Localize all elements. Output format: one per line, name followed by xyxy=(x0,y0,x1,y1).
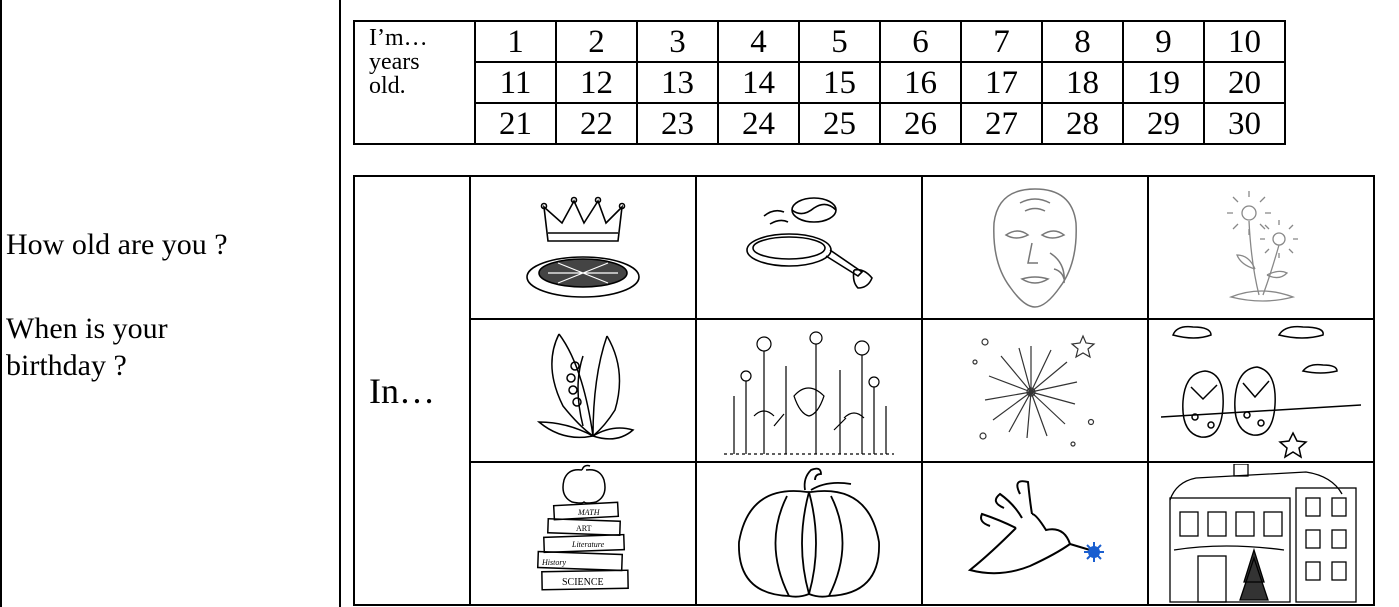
ages-label-line3: old. xyxy=(369,73,406,99)
age-cell: 21 xyxy=(475,103,556,144)
book-label-math: MATH xyxy=(578,507,600,517)
age-cell: 2 xyxy=(556,21,637,62)
age-cell: 25 xyxy=(799,103,880,144)
pumpkin-icon xyxy=(729,464,889,604)
age-cell: 18 xyxy=(1042,62,1123,103)
book-label-art: ART xyxy=(576,523,592,533)
month-picture-cell xyxy=(1148,319,1374,462)
month-picture-cell xyxy=(1148,176,1374,319)
pancake-pan-icon xyxy=(734,188,884,308)
ages-row xyxy=(354,103,1285,144)
ages-label-line1: I’m… xyxy=(369,25,428,51)
age-cell: 7 xyxy=(961,21,1042,62)
question-birthday-line2: birthday ? xyxy=(6,349,127,382)
age-cell: 9 xyxy=(1123,21,1204,62)
month-picture-cell xyxy=(696,462,922,605)
age-cell: 10 xyxy=(1204,21,1285,62)
month-picture-cell xyxy=(696,176,922,319)
column-divider xyxy=(339,0,341,607)
carnival-mask-icon xyxy=(980,183,1090,313)
question-birthday-line1: When is your xyxy=(6,312,168,345)
age-cell: 4 xyxy=(718,21,799,62)
book-label-literature: Literature xyxy=(572,539,605,549)
age-cell: 14 xyxy=(718,62,799,103)
month-picture-cell xyxy=(922,462,1148,605)
age-cell: 13 xyxy=(637,62,718,103)
flip-flops-beach-icon xyxy=(1161,321,1361,461)
crown-galette-icon xyxy=(518,193,648,303)
age-cell: 3 xyxy=(637,21,718,62)
age-cell: 30 xyxy=(1204,103,1285,144)
months-label: In… xyxy=(354,176,470,605)
month-picture-cell xyxy=(470,462,696,605)
months-row xyxy=(354,176,1374,319)
ages-label xyxy=(354,21,475,144)
age-cell: 15 xyxy=(799,62,880,103)
months-row xyxy=(354,319,1374,462)
ages-label-line2: years xyxy=(369,49,420,75)
ages-table xyxy=(353,20,1286,145)
lily-of-the-valley-icon xyxy=(523,326,643,456)
age-cell: 5 xyxy=(799,21,880,62)
age-cell: 28 xyxy=(1042,103,1123,144)
age-cell: 20 xyxy=(1204,62,1285,103)
age-cell: 22 xyxy=(556,103,637,144)
ages-row xyxy=(354,62,1285,103)
age-cell: 6 xyxy=(880,21,961,62)
month-picture-cell xyxy=(470,176,696,319)
age-cell: 16 xyxy=(880,62,961,103)
ages-row xyxy=(354,21,1285,62)
age-cell: 23 xyxy=(637,103,718,144)
age-cell: 1 xyxy=(475,21,556,62)
month-picture-cell xyxy=(1148,462,1374,605)
book-label-science: SCIENCE xyxy=(562,576,604,588)
age-cell: 27 xyxy=(961,103,1042,144)
month-picture-cell xyxy=(696,319,922,462)
age-cell: 8 xyxy=(1042,21,1123,62)
month-picture-cell xyxy=(922,319,1148,462)
age-cell: 17 xyxy=(961,62,1042,103)
wildflowers-icon xyxy=(724,326,894,456)
question-age: How old are you ? xyxy=(6,228,228,261)
age-cell: 24 xyxy=(718,103,799,144)
age-cell: 12 xyxy=(556,62,637,103)
apple-books-icon xyxy=(518,464,648,604)
age-cell: 11 xyxy=(475,62,556,103)
snowy-house-icon xyxy=(1156,464,1366,604)
age-cell: 19 xyxy=(1123,62,1204,103)
age-cell: 29 xyxy=(1123,103,1204,144)
months-table xyxy=(353,175,1375,606)
month-picture-cell xyxy=(470,319,696,462)
left-border xyxy=(0,0,2,607)
dove-icon xyxy=(960,474,1110,594)
months-row xyxy=(354,462,1374,605)
month-picture-cell xyxy=(922,176,1148,319)
age-cell: 26 xyxy=(880,103,961,144)
daisy-flowers-icon xyxy=(1211,183,1311,313)
book-label-history: History xyxy=(542,557,566,567)
fireworks-icon xyxy=(965,326,1105,456)
